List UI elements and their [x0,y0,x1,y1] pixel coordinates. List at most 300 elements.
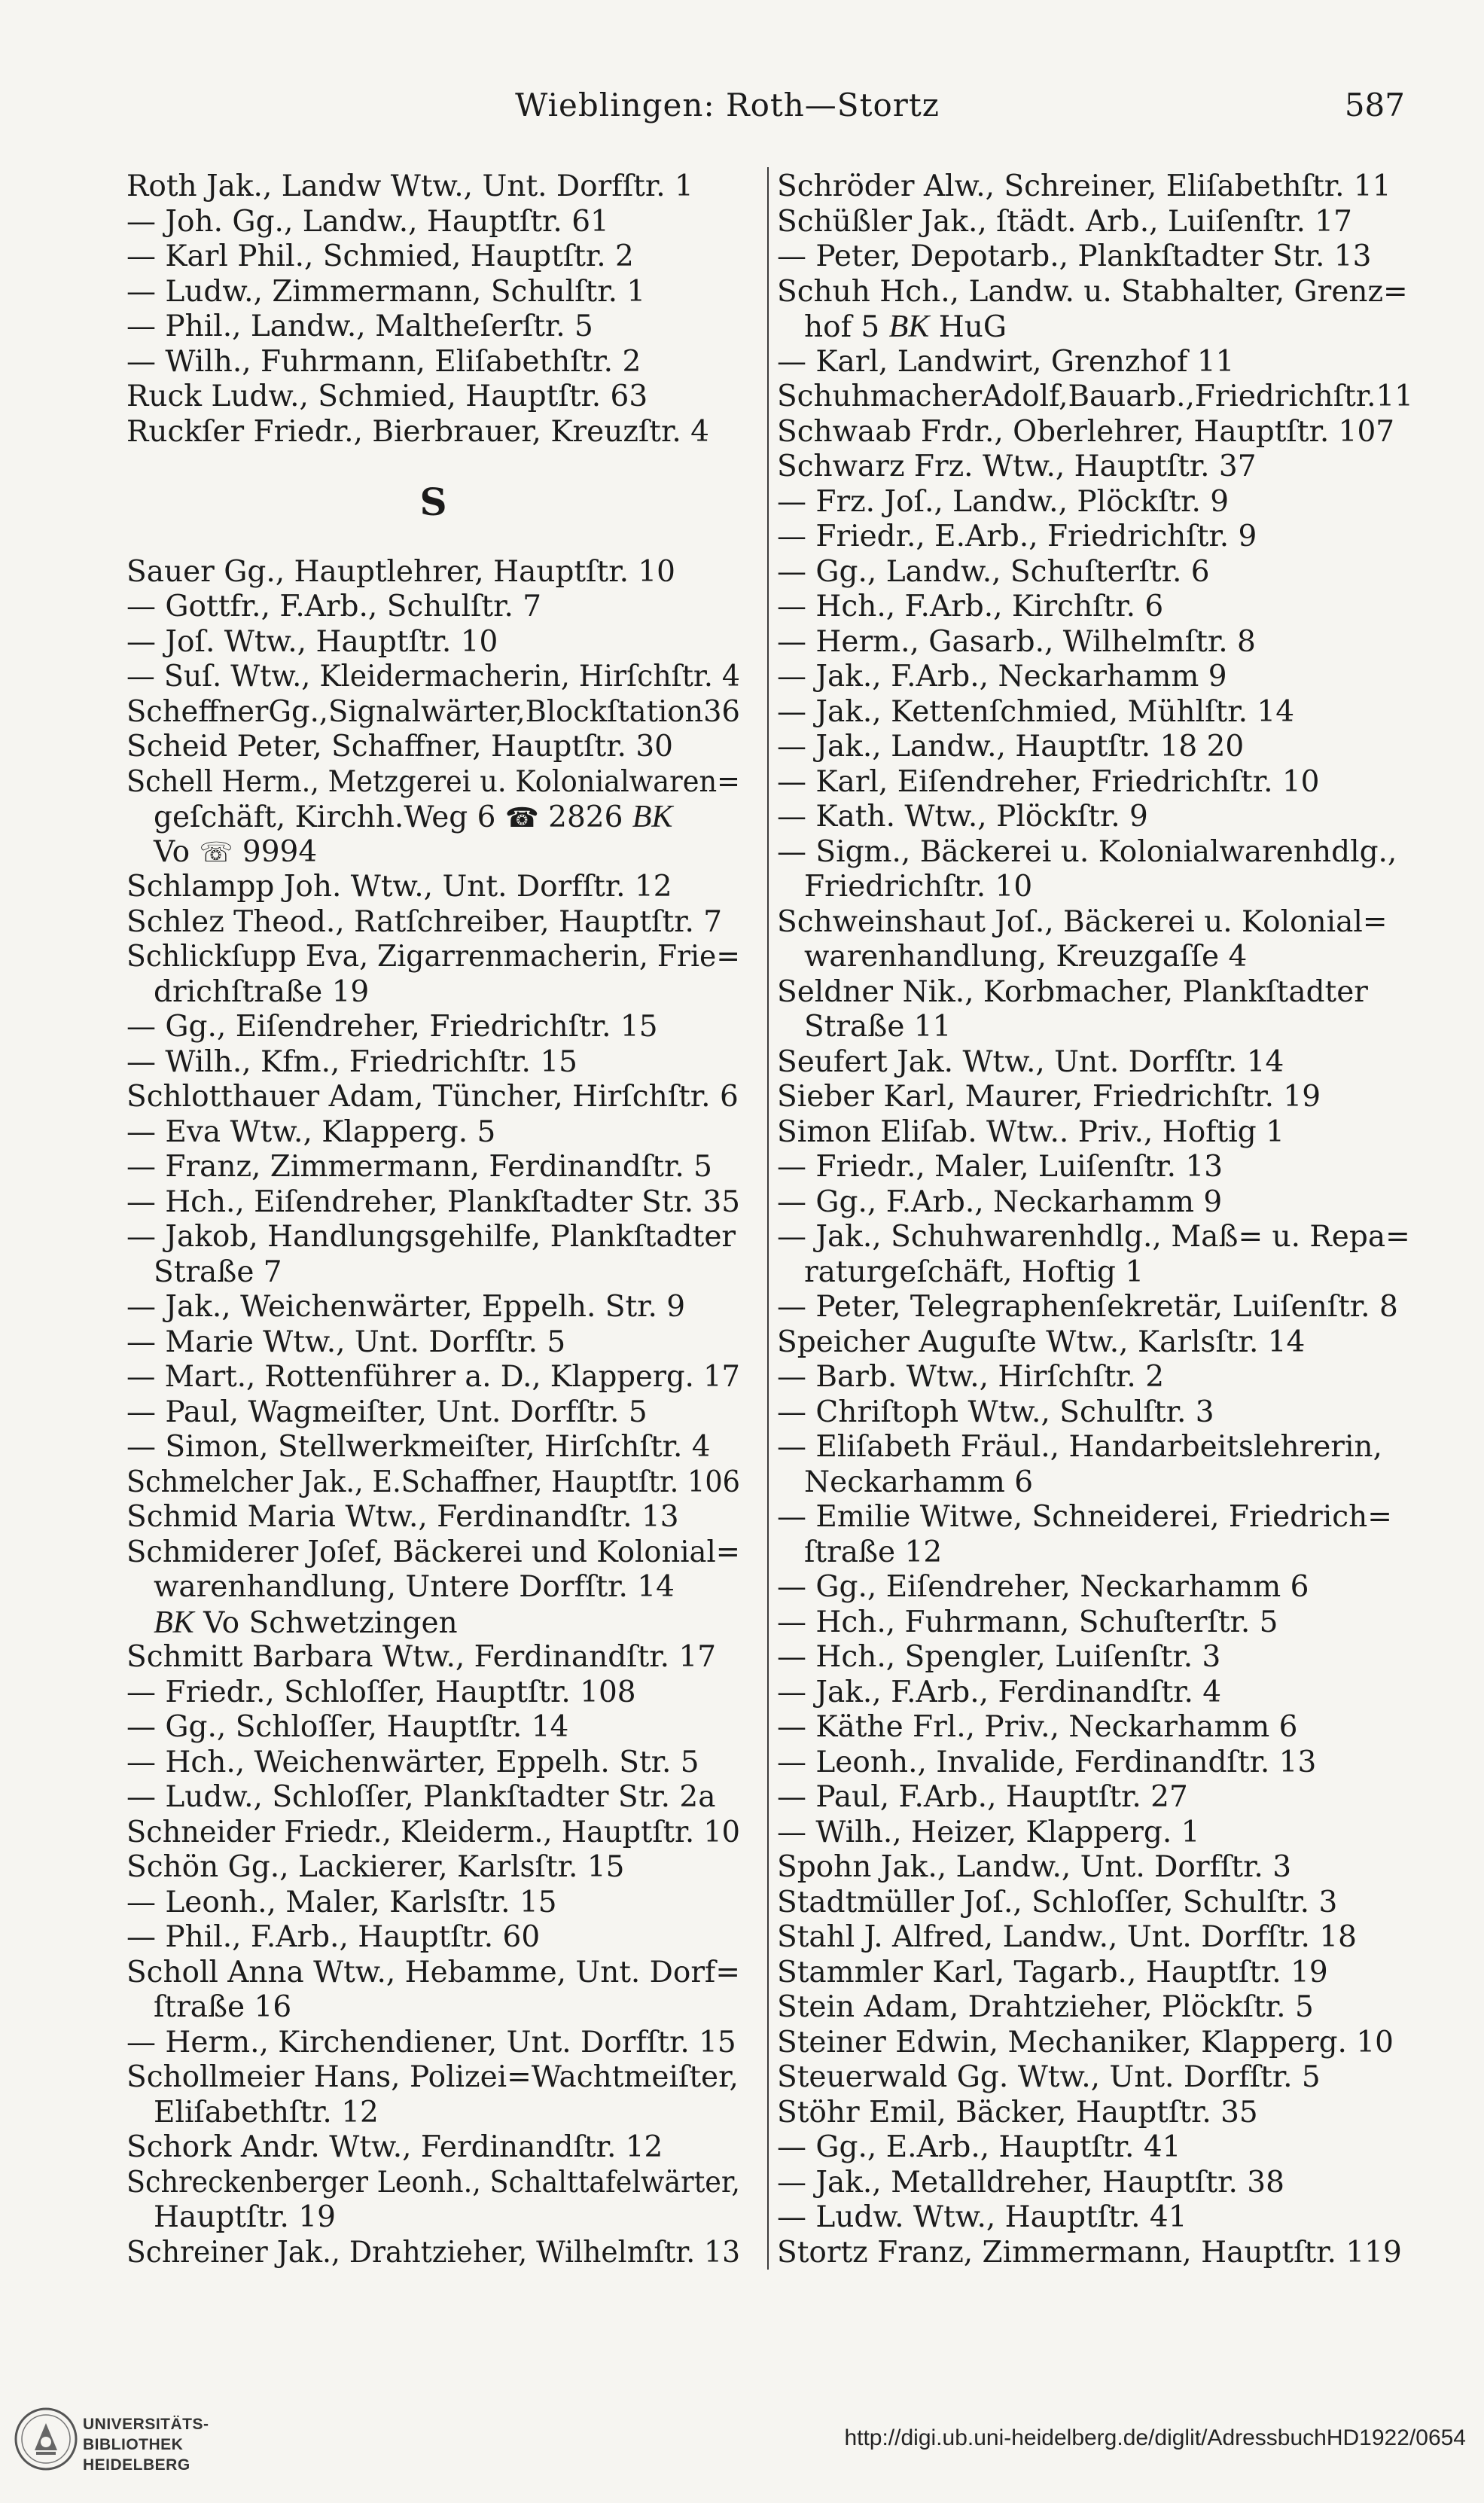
directory-entry [777,1640,1413,1675]
directory-entry [126,590,740,625]
directory-entry [777,2096,1413,2131]
logo-line: UNIVERSITÄTS- [83,2416,209,2433]
entry-text: — Ludw., Schloſſer, Plankſtadter Str. 2a [126,1780,716,1814]
entry-line [126,1920,740,1956]
entry-line [126,555,740,590]
directory-entry [126,1465,740,1501]
entry-text: — Peter, Depotarb., Plankſtadter Str. 13 [777,239,1372,273]
entry-text: — Herm., Kirchendiener, Unt. Dorfſtr. 15 [126,2025,736,2059]
entry-continuation-line [777,940,1413,975]
entry-line [777,1185,1413,1221]
entry-text: Stammler Karl, Tagarb., Hauptſtr. 19 [777,1955,1328,1989]
directory-entry [777,695,1413,730]
directory-entry [777,415,1413,450]
entry-text: — Emilie Witwe, Schneiderei, Friedrich= [777,1500,1392,1534]
entry-line [126,1010,740,1045]
entry-line [126,1675,740,1711]
entry-text: Ruck Ludw., Schmied, Hauptſtr. 63 [126,380,648,413]
directory-entry [126,730,740,765]
directory-entry [126,1115,740,1151]
entry-line [777,625,1413,660]
entry-line [777,520,1413,555]
entry-line [777,415,1413,450]
abbreviation-text: BK [154,1605,194,1640]
entry-text: — Ludw., Zimmermann, Schulſtr. 1 [126,274,646,309]
entry-line [777,1850,1413,1886]
entry-text: Schwaab Frdr., Oberlehrer, Hauptſtr. 107 [777,414,1395,449]
entry-text: hof 5 [804,310,889,344]
entry-text: Schuh Hch., Landw. u. Stabhalter, Grenz= [777,274,1408,309]
entry-text: 9994 [233,834,318,869]
directory-entry [126,1535,740,1641]
directory-entry [126,1080,740,1115]
entry-text: — Hch., Eiſendreher, Plankſtadter Str. 35 [126,1184,740,1219]
entry-continuation-line [126,2200,740,2236]
entry-text: — Phil., F.Arb., Hauptſtr. 60 [126,1920,541,1954]
entry-text: — Kath. Wtw., Plöckſtr. 9 [777,800,1148,834]
entry-continuation-line [126,1570,740,1605]
directory-entry [777,1780,1413,1816]
directory-entry [777,590,1413,625]
directory-entry [777,2166,1413,2201]
entry-line [777,169,1413,205]
entry-text: — Hch., Weichenwärter, Eppelh. Str. 5 [126,1745,699,1779]
entry-text: Schreckenberger Leonh., Schalttafelwärter, [126,2165,740,2200]
entry-text: Schüßler Jak., ſtädt. Arb., Luiſenſtr. 17 [777,204,1352,239]
entry-line [126,1816,740,1851]
directory-entry [777,905,1413,975]
entry-text: Sieber Karl, Maurer, Friedrichſtr. 19 [777,1080,1321,1114]
entry-line [126,870,740,905]
entry-text: — Wilh., Fuhrmann, Eliſabethſtr. 2 [126,344,641,379]
entry-text: — Simon, Stellwerkmeiſter, Hirſchſtr. 4 [126,1430,711,1464]
entry-text: — Karl Phil., Schmied, Hauptſtr. 2 [126,239,634,273]
entry-line [126,1150,740,1185]
entry-continuation-line [126,1990,740,2026]
entry-text: warenhandlung, Kreuzgaſſe 4 [804,940,1248,974]
entry-text: — Gg., Eiſendreher, Neckarhamm 6 [777,1570,1309,1604]
entry-text: — Gottfr., F.Arb., Schulſtr. 7 [126,590,542,623]
entry-text: — Käthe Frl., Priv., Neckarhamm 6 [777,1710,1298,1744]
page-number: 587 [1344,87,1405,123]
entry-line [126,1465,740,1501]
entry-text-group [154,1605,458,1642]
entry-text: — Frz. Joſ., Landw., Plöckſtr. 9 [777,484,1230,519]
entry-text: — Mart., Rottenführer a. D., Klapperg. 17 [126,1360,740,1394]
entry-line [777,1045,1413,1081]
entry-text: Eliſabethſtr. 12 [154,2095,379,2130]
entry-line [777,1675,1413,1711]
directory-entry [126,870,740,905]
entry-line [777,975,1413,1011]
entry-line [777,1500,1413,1535]
entry-continuation-line [777,1465,1413,1501]
directory-entry [126,2236,740,2271]
entry-continuation-line [777,1535,1413,1571]
entry-line [777,1640,1413,1675]
entry-text: SchuhmacherAdolf,Bauarb.,Friedrichſtr.11 [777,380,1413,413]
entry-line [126,590,740,625]
entry-text: Schröder Alw., Schreiner, Eliſabethſtr. 11 [777,169,1391,203]
entry-text: Stöhr Emil, Bäcker, Hauptſtr. 35 [777,2095,1258,2130]
entry-continuation-line [126,835,740,870]
directory-entry [777,1500,1413,1570]
entry-text: — Sigm., Bäckerei u. Kolonialwarenhdlg., [777,834,1397,869]
entry-line [777,2026,1413,2061]
entry-continuation-line [126,800,740,835]
entry-line [126,1886,740,1921]
entry-line [126,239,740,275]
entry-text: — Eva Wtw., Klapperg. 5 [126,1114,496,1149]
abbreviation-text: BK [888,309,930,344]
entry-line [777,1290,1413,1325]
entry-text: Ruckſer Friedr., Bierbrauer, Kreuzſtr. 4 [126,414,709,449]
entry-line [126,695,740,730]
entry-text: Schlotthauer Adam, Tüncher, Hirſchſtr. 6 [126,1080,739,1114]
entry-text: Steiner Edwin, Mechaniker, Klapperg. 10 [777,2025,1394,2059]
university-seal-icon [14,2407,78,2471]
entry-line [126,1535,740,1571]
entry-text: Schweinshaut Joſ., Bäckerei u. Kolonial= [777,904,1388,939]
left-column [126,169,740,2274]
directory-entry [777,1675,1413,1711]
entry-line [777,1430,1413,1465]
directory-entry [777,1220,1413,1290]
entry-text: — Barb. Wtw., Hirſchſtr. 2 [777,1360,1165,1394]
directory-entry [126,380,740,415]
directory-entry [126,1220,740,1290]
directory-entry [126,169,740,205]
entry-text: — Hch., Spengler, Luiſenſtr. 3 [777,1640,1221,1674]
directory-entry [126,415,740,450]
directory-entry [126,1780,740,1816]
entry-line [126,1115,740,1151]
directory-entry [777,1325,1413,1361]
entry-text: — Eliſabeth Fräul., Handarbeitslehrerin, [777,1430,1382,1464]
entry-text: geſchäft, Kirchh.Weg 6 [154,800,505,834]
directory-entry [126,2060,740,2130]
directory-entry [777,2236,1413,2271]
directory-entry [126,205,740,240]
entry-text: — Paul, F.Arb., Hauptſtr. 27 [777,1780,1188,1814]
entry-continuation-line [126,2096,740,2131]
entry-text: — Gg., F.Arb., Neckarhamm 9 [777,1184,1223,1219]
entry-text: HuG [929,310,1007,344]
entry-line [777,590,1413,625]
entry-line [777,380,1413,415]
directory-entry [777,1850,1413,1886]
directory-entry [126,1185,740,1221]
directory-entry [126,1360,740,1395]
directory-entry [777,2200,1413,2236]
entry-line [777,1220,1413,1255]
entry-line [777,1956,1413,1991]
entry-line [777,695,1413,730]
directory-entry [777,1080,1413,1115]
directory-entry [777,1920,1413,1956]
entry-text: Stadtmüller Joſ., Schloſſer, Schulſtr. 3 [777,1885,1338,1919]
entry-continuation-line [126,975,740,1011]
directory-entry [126,1816,740,1851]
entry-text: — Jak., Landw., Hauptſtr. 18 20 [777,730,1245,764]
entry-line [777,660,1413,695]
entry-line [777,555,1413,590]
entry-text: — Gg., E.Arb., Hauptſtr. 41 [777,2130,1181,2164]
entry-line [126,1710,740,1745]
entry-continuation-line [777,1010,1413,1045]
entry-line [126,765,740,800]
entry-line [777,450,1413,485]
logo-line: BIBLIOTHEK [83,2436,184,2453]
directory-entry [777,1816,1413,1851]
directory-entry [777,2026,1413,2061]
entry-line [777,1886,1413,1921]
entry-line [777,275,1413,310]
entry-text: Schwarz Frz. Wtw., Hauptſtr. 37 [777,450,1257,483]
entry-text: Schneider Friedr., Kleiderm., Hauptſtr. 10 [126,1815,740,1849]
directory-entry [777,205,1413,240]
entry-text: — Chriſtoph Wtw., Schulſtr. 3 [777,1395,1214,1429]
entry-text: ſtraße 12 [804,1535,943,1569]
entry-line [126,1430,740,1465]
entry-text: — Franz, Zimmermann, Ferdinandſtr. 5 [126,1150,712,1184]
entry-line [126,1220,740,1255]
entry-line [126,309,740,345]
directory-entry [777,800,1413,835]
directory-entry [777,1430,1413,1500]
entry-text: Neckarhamm 6 [804,1465,1034,1499]
entry-line [126,905,740,941]
entry-text: Vo [154,834,200,869]
entry-text: raturgeſchäft, Hoftig 1 [804,1255,1144,1289]
entry-line [777,485,1413,520]
entry-text: — Joh. Gg., Landw., Hauptſtr. 61 [126,204,609,239]
telephone-icon: ☎ [504,803,539,834]
entry-text: Schlampp Joh. Wtw., Unt. Dorfſtr. 12 [126,870,672,904]
entry-line [126,1395,740,1431]
entry-text: — Joſ. Wtw., Hauptſtr. 10 [126,624,498,659]
entry-text: — Jak., Metalldreher, Hauptſtr. 38 [777,2165,1284,2200]
directory-entry [777,1745,1413,1781]
entry-continuation-line [126,1255,740,1291]
directory-entry [126,1850,740,1886]
entry-line [777,765,1413,800]
entry-text: — Marie Wtw., Unt. Dorfſtr. 5 [126,1325,566,1359]
entry-text: Sauer Gg., Hauptlehrer, Hauptſtr. 10 [126,554,675,589]
entry-text: Friedrichſtr. 10 [804,870,1033,904]
entry-line [777,1920,1413,1956]
directory-entry [126,2130,740,2166]
entry-text-group [804,309,1007,346]
directory-entry [777,1990,1413,2026]
entry-text: — Leonh., Invalide, Ferdinandſtr. 13 [777,1745,1317,1779]
entry-line [126,1290,740,1325]
directory-entry [777,1045,1413,1081]
entry-text: Speicher Auguſte Wtw., Karlsſtr. 14 [777,1325,1306,1359]
entry-line [126,415,740,450]
entry-text: 2826 [538,800,632,834]
entry-text: Stein Adam, Drahtzieher, Plöckſtr. 5 [777,1990,1314,2024]
entry-line [777,1605,1413,1641]
entry-line [777,1710,1413,1745]
entry-line [126,380,740,415]
entry-line [126,625,740,660]
directory-entry [126,1325,740,1361]
directory-entry [777,555,1413,590]
entry-text: Scholl Anna Wtw., Hebamme, Unt. Dorf= [126,1955,740,1989]
entry-continuation-line [126,1605,740,1641]
entry-text: Straße 7 [154,1255,282,1289]
directory-entry [777,2130,1413,2166]
directory-entry [126,1010,740,1045]
entry-line [777,2060,1413,2096]
directory-entry [126,2166,740,2236]
entry-line [777,905,1413,941]
entry-text: Schreiner Jak., Drahtzieher, Wilhelmſtr. 13 [126,2235,740,2270]
entry-text: — Jak., Schuhwarenhdlg., Maß= u. Repa= [777,1220,1410,1254]
section-letter: S [419,480,447,525]
telephone-sign-icon: ☏ [199,837,233,868]
directory-entry [126,765,740,870]
directory-entry [126,555,740,590]
directory-entry [126,660,740,695]
entry-line [777,1745,1413,1781]
entry-line [126,1045,740,1081]
directory-entry [126,309,740,345]
entry-text: — Paul, Wagmeiſter, Unt. Dorfſtr. 5 [126,1395,648,1429]
entry-text: — Karl, Eiſendreher, Friedrichſtr. 10 [777,764,1320,799]
directory-entry [126,1150,740,1185]
directory-entry [126,1500,740,1535]
directory-entry [777,485,1413,520]
entry-text: Seldner Nik., Korbmacher, Plankſtadter [777,974,1368,1009]
directory-entry [777,1605,1413,1641]
directory-entry [777,1150,1413,1185]
directory-entry [126,345,740,380]
entry-text: — Jak., Kettenſchmied, Mühlſtr. 14 [777,694,1295,729]
entry-text: — Friedr., Schloſſer, Hauptſtr. 108 [126,1675,636,1709]
entry-line [777,2236,1413,2271]
entry-line [126,1360,740,1395]
entry-text: Schollmeier Hans, Polizei=Wachtmeiſter, [126,2060,739,2094]
entry-text: — Hch., Fuhrmann, Schuſterſtr. 5 [777,1605,1278,1639]
entry-line [126,2166,740,2201]
entry-line [777,1395,1413,1431]
entry-line [126,1780,740,1816]
entry-text: — Jak., F.Arb., Neckarhamm 9 [777,660,1227,694]
entry-text: — Suſ. Wtw., Kleidermacherin, Hirſchſtr. 4 [126,660,740,694]
entry-line [777,2200,1413,2236]
entry-line [777,1360,1413,1395]
entry-text-group [154,835,317,871]
directory-entry [126,239,740,275]
entry-text: Stahl J. Alfred, Landw., Unt. Dorfſtr. 18 [777,1920,1357,1954]
logo-line: HEIDELBERG [83,2456,190,2474]
directory-entry [777,835,1413,905]
entry-text: — Gg., Eiſendreher, Friedrichſtr. 15 [126,1010,658,1044]
directory-entry [126,1045,740,1081]
directory-entry [777,1956,1413,1991]
entry-text: — Karl, Landwirt, Grenzhof 11 [777,344,1235,379]
entry-line [777,1325,1413,1361]
entry-text: Vo Schwetzingen [193,1605,458,1640]
entry-text: ScheffnerGg.,Signalwärter,Blockſtation36 [126,694,740,729]
entry-continuation-line [777,1255,1413,1291]
entry-text: Spohn Jak., Landw., Unt. Dorfſtr. 3 [777,1850,1292,1884]
library-logo-text [83,2414,209,2475]
directory-entry [126,1956,740,2026]
entry-line [126,1500,740,1535]
entry-line [126,940,740,975]
directory-entry [777,1710,1413,1745]
entry-line [126,169,740,205]
directory-entry [777,975,1413,1045]
directory-entry [777,1395,1413,1431]
entry-line [777,1080,1413,1115]
entry-line [126,1080,740,1115]
directory-entry [777,1570,1413,1605]
entry-text: Simon Eliſab. Wtw.. Priv., Hoftig 1 [777,1114,1284,1149]
entry-text: Steuerwald Gg. Wtw., Unt. Dorfſtr. 5 [777,2060,1321,2094]
entry-continuation-line [777,309,1413,345]
entry-line [777,835,1413,870]
directory-entry [777,2060,1413,2096]
entry-line [126,1640,740,1675]
directory-entry [777,380,1413,415]
entry-text: — Phil., Landw., Maltheſerſtr. 5 [126,309,593,343]
directory-entry [777,660,1413,695]
entry-line [126,1956,740,1991]
permalink-url[interactable]: http://digi.ub.uni-heidelberg.de/diglit/AdressbuchHD1922/0654 [844,2425,1466,2450]
entry-line [126,1325,740,1361]
entry-line [777,2130,1413,2166]
directory-entry [126,1430,740,1465]
directory-entry [126,1886,740,1921]
directory-entry [777,520,1413,555]
entry-text: ſtraße 16 [154,1990,292,2024]
entry-text: — Jak., Weichenwärter, Eppelh. Str. 9 [126,1290,686,1324]
entry-line [777,800,1413,835]
entry-line [126,2236,740,2271]
entry-text: Schell Herm., Metzgerei u. Kolonialwaren= [126,764,740,799]
entry-text: Seufert Jak. Wtw., Unt. Dorfſtr. 14 [777,1044,1284,1079]
entry-text-group [154,800,672,837]
entry-text: — Leonh., Maler, Karlsſtr. 15 [126,1885,557,1919]
directory-entry [777,450,1413,485]
entry-text: Schmelcher Jak., E.Schaffner, Hauptſtr. 106 [126,1465,740,1499]
entry-line [777,2166,1413,2201]
directory-entry [126,1675,740,1711]
entry-text: Schlez Theod., Ratſchreiber, Hauptſtr. 7 [126,904,723,939]
directory-entry [777,345,1413,380]
entry-line [126,2130,740,2166]
column-divider [767,167,769,2270]
right-column [777,169,1413,2274]
abbreviation-text: BK [632,800,673,834]
entry-text: Schön Gg., Lackierer, Karlsſtr. 15 [126,1850,625,1884]
entry-line [777,1150,1413,1185]
directory-entry [777,730,1413,765]
entry-text: — Jak., F.Arb., Ferdinandſtr. 4 [777,1675,1222,1709]
entry-line [126,730,740,765]
entry-text: — Friedr., E.Arb., Friedrichſtr. 9 [777,520,1257,553]
entry-text: Scheid Peter, Schaffner, Hauptſtr. 30 [126,730,673,764]
directory-entry [126,905,740,941]
directory-entry [777,1360,1413,1395]
entry-line [126,1745,740,1781]
entry-line [777,1570,1413,1605]
entry-text: — Friedr., Maler, Luiſenſtr. 13 [777,1150,1223,1184]
